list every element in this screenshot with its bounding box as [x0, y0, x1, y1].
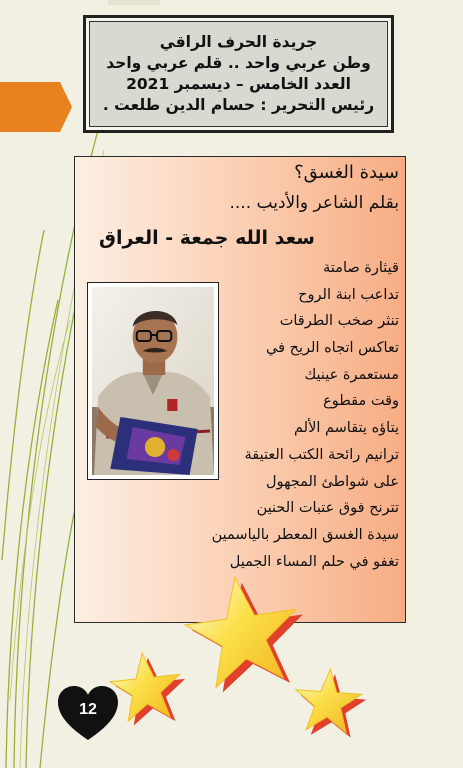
poem-author: سعد الله جمعة - العراق [98, 227, 315, 249]
article-box [74, 156, 406, 623]
newspaper-header-inner [89, 21, 388, 127]
newspaper-header-box [83, 15, 394, 133]
editor-in-chief: رئيس التحرير : حسام الدين طلعت . [102, 96, 375, 114]
poem-line: تترنح فوق عتبات الحنين [256, 500, 399, 517]
star-icon [107, 649, 189, 727]
poem-byline: بقلم الشاعر والأديب .... [229, 193, 399, 213]
poem-lines [212, 255, 399, 575]
poem-line: مستعمرة عينيك [304, 366, 399, 383]
poem-line: تعاكس اتجاه الريح في [266, 340, 399, 357]
poem-line: تداعب ابنة الروح [298, 286, 399, 303]
author-photo-image [92, 287, 214, 475]
poem-line: وقت مقطوع [323, 393, 399, 410]
poem-line: سيدة الغسق المعطر بالياسمين [211, 526, 399, 543]
newspaper-slogan: وطن عربي واحد .. قلم عربي واحد [106, 54, 371, 72]
poem-line: على شواطئ المجهول [266, 473, 399, 490]
poem-line: تنثر صخب الطرقات [279, 313, 399, 330]
issue-info: العدد الخامس – ديسمبر 2021 [126, 75, 351, 93]
arrow-tab-icon [0, 82, 72, 132]
poem-line: قيثارة صامتة [323, 260, 399, 276]
newspaper-name: جريدة الحرف الراقي [159, 33, 318, 51]
poem-title: سيدة الغسق؟ [294, 162, 399, 183]
poem-line: يتاؤه يتقاسم الألم [294, 420, 399, 437]
star-icon [179, 575, 311, 696]
star-icon [293, 667, 369, 739]
poem-line: تغفو في حلم المساء الجميل [229, 553, 399, 570]
top-tab-decor [108, 0, 160, 5]
poem-line: ترانيم رائحة الكتب العتيقة [244, 446, 399, 463]
author-photo [87, 282, 219, 480]
page-number: 12 [79, 701, 97, 718]
